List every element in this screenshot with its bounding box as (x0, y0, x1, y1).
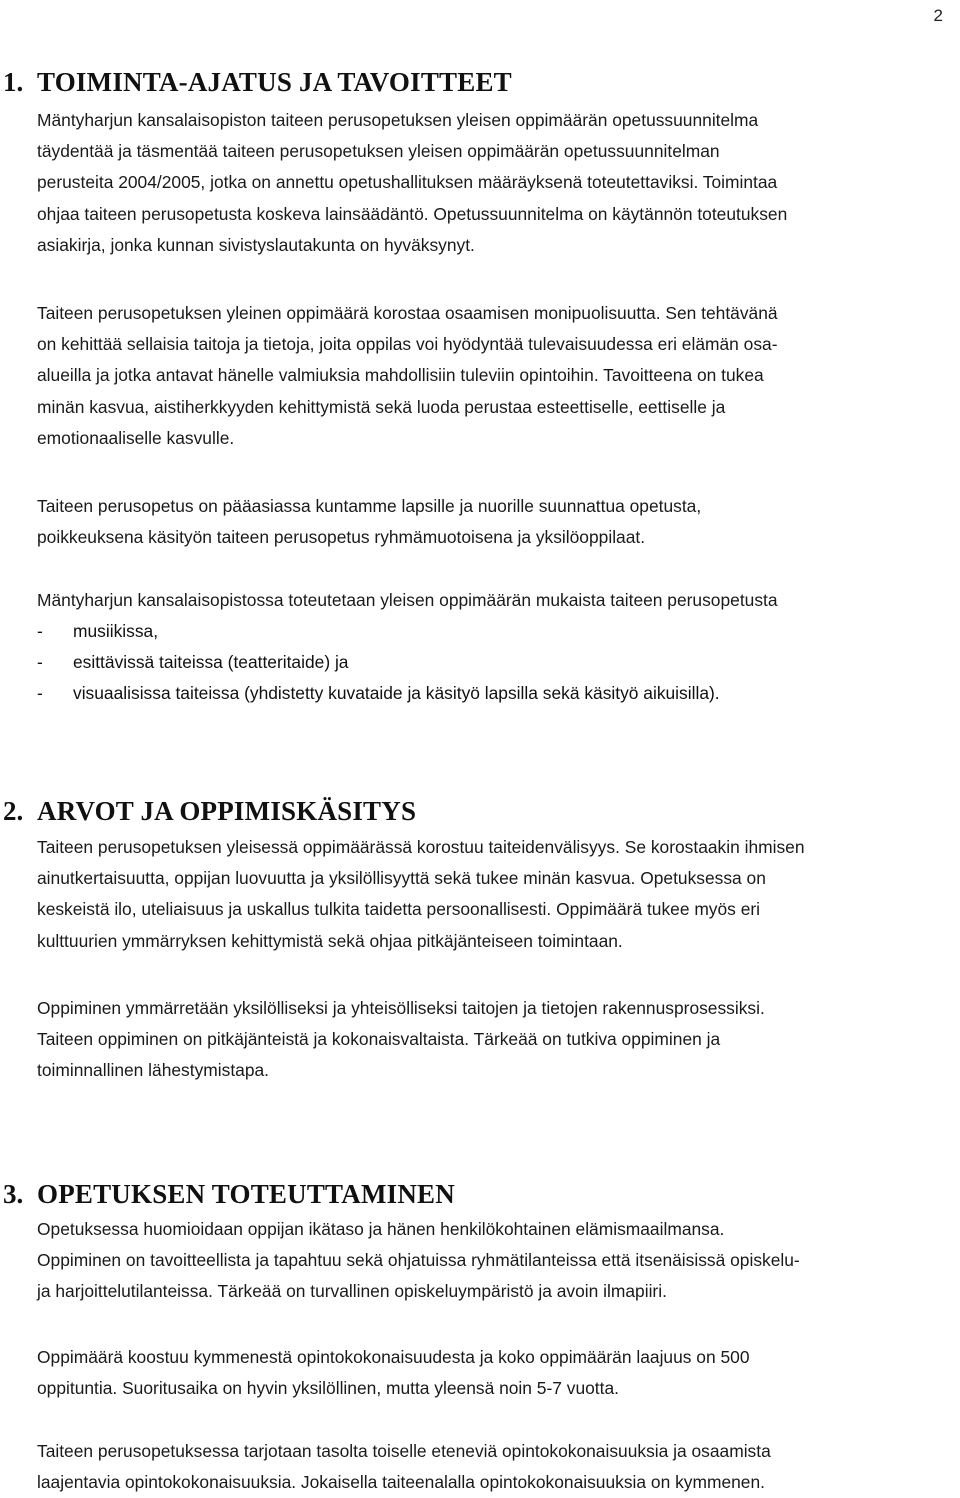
text-line: toiminnallinen lähestymistapa. (37, 1060, 269, 1081)
text-line: Taiteen perusopetuksen yleisessä oppimäärässä korostuu taiteidenvälisyys. Se korostaakin ihmisen (37, 837, 805, 857)
section-number: 2. (3, 796, 24, 826)
text-line: on kehittää sellaisia taitoja ja tietoja, joita oppilas voi hyödyntää tulevaisuudessa eri elämän osa- (37, 334, 778, 355)
text-line: emotionaaliselle kasvulle. (37, 427, 235, 448)
paragraph (37, 585, 937, 616)
paragraph (37, 1436, 937, 1498)
text-line: laajentavia opintokokonaisuuksia. Jokaisella taiteenalalla opintokokonaisuuksia on kymmenen. (37, 1472, 765, 1493)
paragraph (37, 1342, 937, 1404)
text-line: keskeistä ilo, uteliaisuus ja uskallus tulkita taidetta persoonallisesti. Oppimäärä tukee myös eri (37, 899, 761, 920)
text-line: ohjaa taiteen perusopetusta koskeva lainsäädäntö. Opetussuunnitelma on käytännön toteutuksen (37, 203, 788, 224)
text-line: minän kasvua, aistiherkkyyden kehittymistä sekä luoda perustaa esteettiselle, eettiselle ja (37, 396, 726, 417)
text-line: asiakirja, jonka kunnan sivistyslautakunta on hyväksynyt. (37, 234, 475, 255)
text-line: oppituntia. Suoritusaika on hyvin yksilöllinen, mutta yleensä noin 5-7 vuotta. (37, 1378, 619, 1399)
text-line: Taiteen oppiminen on pitkäjänteistä ja kokonaisvaltaista. Tärkeää on tutkiva oppiminen ja (37, 1029, 721, 1050)
text-line: Mäntyharjun kansalaisopistossa toteutetaan yleisen oppimäärän mukaista taiteen perusopetusta (37, 590, 778, 610)
section-title: TOIMINTA-AJATUS JA TAVOITTEET (37, 67, 512, 97)
list-text: musiikissa, (73, 621, 159, 641)
text-line: täydentää ja täsmentää taiteen perusopetuksen yleisen oppimäärän opetussuunnitelman (37, 141, 720, 162)
text-line: ainutkertaisuutta, oppijan luovuutta ja yksilöllisyyttä sekä tukee minän kasvua. Opetuksessa on (37, 868, 766, 889)
list-text: visuaalisissa taiteissa (yhdistetty kuvataide ja käsityö lapsilla sekä käsityö aikuisilla). (73, 683, 720, 703)
paragraph (37, 298, 937, 454)
list-dash: - (37, 652, 43, 672)
section-title: OPETUKSEN TOTEUTTAMINEN (37, 1179, 455, 1209)
text-line: Opetuksessa huomioidaan oppijan ikätaso ja hänen henkilökohtainen elämismaailmansa. (37, 1219, 725, 1239)
text-line: poikkeuksena käsityön taiteen perusopetus ryhmämuotoisena ja yksilöoppilaat. (37, 527, 646, 548)
text-line: Oppimäärä koostuu kymmenestä opintokokonaisuudesta ja koko oppimäärän laajuus on 500 (37, 1347, 750, 1367)
section-number: 1. (3, 67, 24, 97)
text-line: Taiteen perusopetus on pääasiassa kuntamme lapsille ja nuorille suunnattua opetusta, (37, 496, 702, 516)
paragraph (37, 491, 937, 553)
text-line: Mäntyharjun kansalaisopiston taiteen perusopetuksen yleisen oppimäärän opetussuunnitelma (37, 110, 759, 130)
text-line: Taiteen perusopetuksessa tarjotaan tasolta toiselle eteneviä opintokokonaisuuksia ja osaamista (37, 1441, 771, 1461)
text-line: Taiteen perusopetuksen yleinen oppimäärä korostaa osaamisen monipuolisuutta. Sen tehtävänä (37, 303, 778, 323)
text-line: ja harjoittelutilanteissa. Tärkeää on turvallinen opiskeluympäristö ja avoin ilmapiiri. (37, 1281, 667, 1302)
section-title: ARVOT JA OPPIMISKÄSITYS (37, 796, 417, 826)
paragraph (37, 1214, 937, 1308)
text-line: kulttuurien ymmärryksen kehittymistä sekä ohjaa pitkäjänteiseen toimintaan. (37, 930, 623, 951)
list-dash: - (37, 621, 43, 641)
paragraph (37, 993, 937, 1087)
text-line: Oppiminen ymmärretään yksilölliseksi ja yhteisölliseksi taitojen ja tietojen rakennusprosessiksi. (37, 998, 765, 1018)
section-number: 3. (3, 1179, 24, 1209)
list-dash: - (37, 683, 43, 703)
text-line: alueilla ja jotka antavat hänelle valmiuksia mahdollisiin tuleviin opintoihin. Tavoitteena on tukea (37, 365, 764, 386)
text-line: perusteita 2004/2005, jotka on annettu opetushallituksen määräyksenä toteutettaviksi. Toimintaa (37, 172, 778, 193)
list-text: esittävissä taiteissa (teatteritaide) ja (73, 652, 349, 672)
page-number: 2 (933, 6, 943, 25)
text-line: Oppiminen on tavoitteellista ja tapahtuu sekä ohjatuissa ryhmätilanteissa että itsenäisissä opiskelu- (37, 1250, 800, 1271)
paragraph (37, 832, 937, 957)
paragraph (37, 105, 937, 261)
